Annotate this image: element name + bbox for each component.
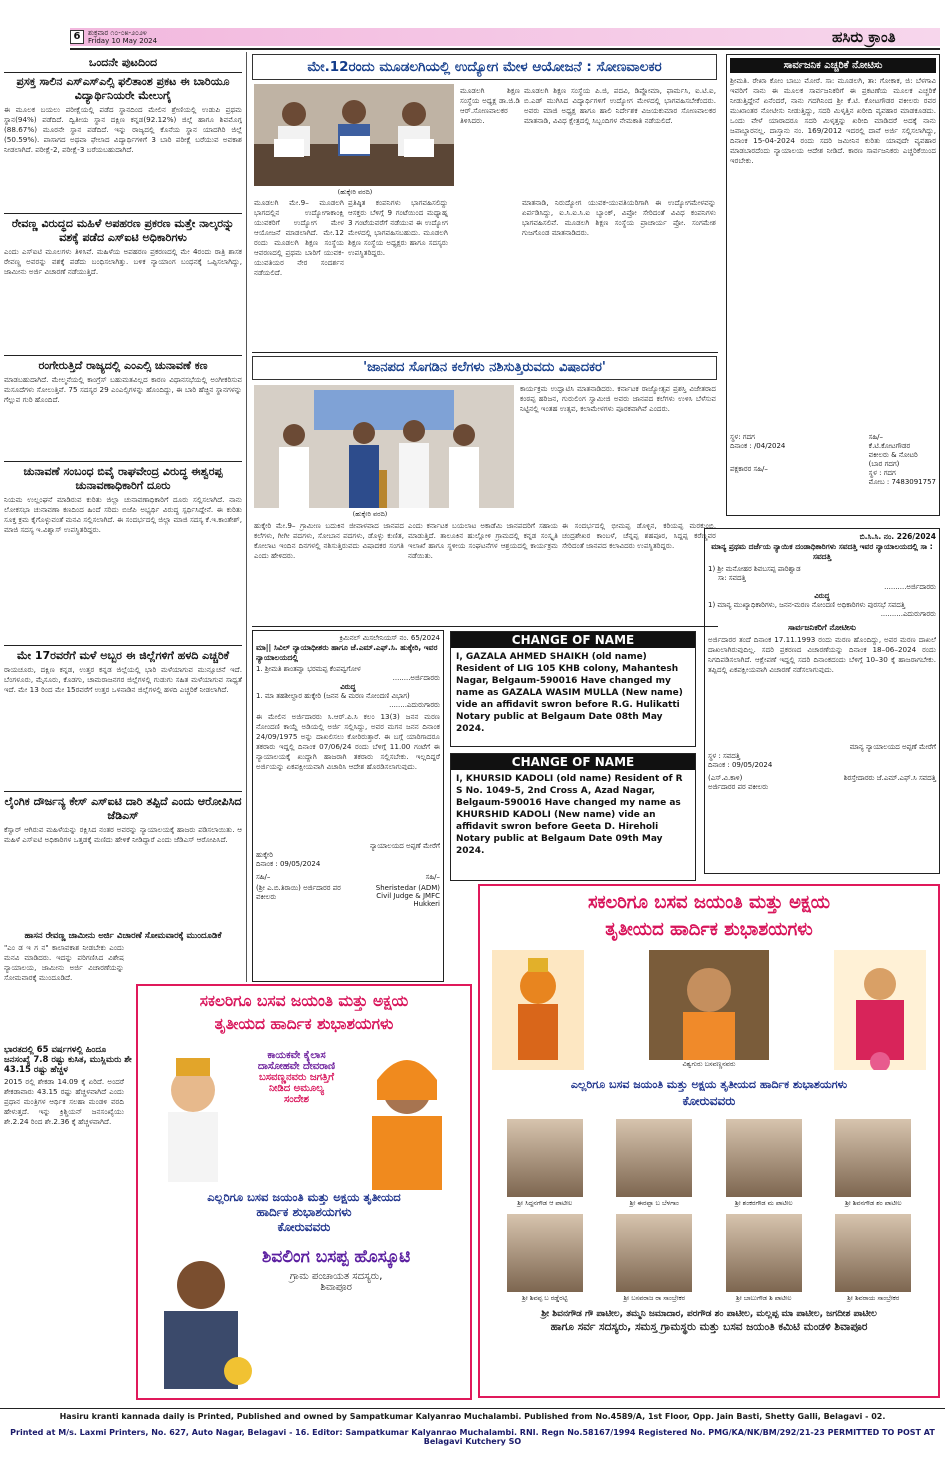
respondent: 1. ಮಾ ತಹಶೀಲ್ದಾರ ಹುಕ್ಕೇರಿ (ಜನನ & ಮರಣ ನೋಂದಣಿ ವಿಭಾಗ) xyxy=(256,692,410,700)
person-card xyxy=(819,1212,929,1303)
person-name: ಶ್ರೀ ಶಿವನಗೌಡ ಶಂ ಪಾಟೀಲ xyxy=(844,1199,902,1207)
person-card xyxy=(490,1117,600,1208)
ad-wish-2: ಹಾರ್ದಿಕ ಶುಭಾಶಯಗಳು xyxy=(256,1205,352,1219)
person-photo xyxy=(505,1212,585,1294)
person-name: ಶ್ರೀ ಶಿವಪ್ಪ ಬ ರಡ್ಡೆರಟ್ಟಿ xyxy=(522,1294,568,1302)
headline-eshwarappa: ಚುನಾವಣೆ ಸಂಬಂಧ ಬಿವೈ ರಾಘವೇಂದ್ರ ವಿರುದ್ಧ ಈಶ್ವರಪ್ಪ ಚುನಾವಣಾಧಿಕಾರಿಗೆ ದೂರು xyxy=(23,465,223,492)
hanuman-illustration xyxy=(492,950,584,1070)
story-revanna: ಎಂದು ಎಸ್ಐಟಿ ಮೂಲಗಳು ತಿಳಿಸಿವೆ. ಮಹಿಳೆಯ ಅಪಹರಣ ಪ್ರಕರಣದಲ್ಲಿ ಮೇ 4ರಂದು ರಾತ್ರಿ ಶಾಸಕ ರೇವಣ್ಣ ಅವರನ್ನು ವಶಕ್ಕೆ ಪಡೆದು ಬಂಧಿಸಲಾಗಿತ್ತು. ಬಳಿಕ ನ್ಯಾಯಾಂಗ ಬಂಧನಕ್ಕೆ ಒಪ್ಪಿಸಲಾಗಿದ್ದು, ಜಾಮೀನು ಅರ್ಜಿ ವಿಚಾರಣೆ ನಡೆಯುತ್ತಿದೆ. xyxy=(4,247,242,276)
notice-foot: ಮಾನ್ಯ ನ್ಯಾಯಾಲಯದ ಅಪ್ಪಣೆ ಮೇರೆಗೆ xyxy=(849,743,936,751)
column-divider xyxy=(246,52,247,982)
person-card xyxy=(600,1212,710,1303)
court-name: ಮಾ|| ಸಿವಿಲ್ ನ್ಯಾಯಾಧೀಶರು ಹಾಗೂ ಜೆ.ಎಮ್.ಎಫ್.ಸಿ. ಹುಕ್ಕೇರಿ, ಇವರ ನ್ಯಾಯಾಲಯದಲ್ಲಿ xyxy=(256,643,438,662)
person-card xyxy=(490,1212,600,1303)
ad-basava-jayanti-left xyxy=(136,984,472,1400)
divider xyxy=(4,791,242,792)
main-body-a: ಮೂಡಲಗಿ ಶಿಕ್ಷಣ ಸಂಸ್ಥೆಯ ಪಿ.ಜಿ, ಪದವಿ, ಡಿಪ್ಲೋಮಾ, ಫಾರ್ಮಸಿ, ಐ.ಟಿ.ಐ, ಬಿ.ಎಡ್ ಮುಗಿಸಿದ ವಿದ್ಯಾರ್ಥಿಗಳಿಗೆ ಉದ್ಯೋಗ ಮೇಳದಲ್ಲಿ ಭಾಗವಹಿಸಬೇಕೆಂದರು. ಅವರು ಮಾಜಿ ಅಧ್ಯಕ್ಷ ಹಾಗೂ ಹಾಲಿ ನಿರ್ದೇಶಕ ವಿಜಯಕುಮಾರ ಸೋಣವಾಲಕರ ಮಾತನಾಡಿ, ವಿವಿಧ ಕ್ಷೇತ್ರದಲ್ಲಿ ಸಿಬ್ಬಂದಿಗಳ ನೇಮಕಾತಿ ನಡೆಯಲಿದೆ. xyxy=(524,86,716,125)
quote-1: ಕಾಯಕವೇ ಕೈಲಾಸ xyxy=(267,1050,326,1061)
person-card xyxy=(709,1117,819,1208)
notice-place: ಸ್ಥಳ : ಸವದತ್ತಿ xyxy=(708,752,741,760)
basavanna-illustration xyxy=(146,1040,241,1190)
date-kannada: ಶುಕ್ರವಾರ ೧೦-೦೫-೨೦೨೪ xyxy=(88,29,147,37)
ad-wishers: ಕೋರುವವರು xyxy=(682,1094,736,1108)
change-of-name-2 xyxy=(450,753,696,881)
headline-revanna: ರೇವಣ್ಣ ವಿರುದ್ಧದ ಮಹಿಳೆ ಅಪಹರಣ ಪ್ರಕರಣ ಮತ್ತೇ ನಾಲ್ಕರನ್ನು ವಶಕ್ಕೆ ಪಡೆದ ಎಸ್ಐಟಿ ಅಧಿಕಾರಿಗಳು xyxy=(11,217,235,244)
person-card xyxy=(709,1212,819,1303)
story-population: 2015 ರಲ್ಲಿ ಶೇಕಡಾ 14.09 ಕ್ಕೆ ಏರಿದೆ. ಅಂದರೆ ಶೇಕಡಾವಾರು 43.15 ರಷ್ಟು ಹೆಚ್ಚಳವಾಗಿದೆ ಎಂದು ಪ್ರಧಾನ ಮಂತ್ರಿಗಳ ಆರ್ಥಿಕ ಸಲಹಾ ಮಂಡಳಿ ವರದಿ ಹೇಳುತ್ತದೆ. ಇನ್ನು ಕ್ರಿಶ್ಚಿಯನ್ ಜನಸಂಖ್ಯೆಯು ಶೇ.2.24 ರಿಂದ ಶೇ.2.36 ಕ್ಕೆ ಹೆಚ್ಚಳವಾಗಿದೆ. xyxy=(4,1077,124,1126)
notice-body: ಈ ಮೇಲಿನ ಅರ್ಜಿದಾರರು ಸಿ.ಆರ್.ಪಿ.ಸಿ ಕಲಂ 13(3) ಜನನ ಮರಣ ನೋಂದಣಿ ಕಾಯ್ದೆ ಅಡಿಯಲ್ಲಿ ಅರ್ಜಿ ಸಲ್ಲಿಸಿದ್ದು, ಅವರ ಮಗನ ಜನನ ದಿನಾಂಕ 24/09/1975 ಅನ್ನು ದಾಖಲಿಸಲು ಕೋರಿರುತ್ತಾರೆ. ಈ ಬಗ್ಗೆ ಯಾರಿಗಾದರೂ ತಕರಾರು ಇದ್ದಲ್ಲಿ ದಿನಾಂಕ 07/06/24 ರಂದು ಬೆಳಿಗ್ಗೆ 11.00 ಗಂಟೆಗೆ ಈ ನ್ಯಾಯಾಲಯಕ್ಕೆ ಖುದ್ದಾಗಿ ಹಾಜರಾಗಿ ತಕರಾರು ಸಲ್ಲಿಸಬೇಕು. ಇಲ್ಲದಿದ್ದರೆ ಅರ್ಜಿಯನ್ನು ಏಕಪಕ್ಷೀಯವಾಗಿ ವಿಚಾರಿಸಿ ಆದೇಶ ಹೊರಡಿಸಲಾಗುವುದು. xyxy=(256,712,440,771)
court-notice-hukkeri xyxy=(252,630,444,982)
quote-5: ಸಂದೇಶ xyxy=(284,1094,309,1105)
ad-title-line1: ಸಕಲರಿಗೂ ಬಸವ ಜಯಂತಿ ಮತ್ತು ಅಕ್ಷಯ xyxy=(199,992,409,1010)
folk-body-c: ಎಂದು ಕರ್ನಾಟಕ ಬಯಲಾಟ ಅಕಾಡೆಮಿ ಜಾನಪದರಿಗೆ ಸಹಾಯ ಮಾಡುತ್ತಿದೆ. ತಾಲೂಕಿನ ಹುಲ್ಲೋಳಿ ಗ್ರಾಮದಲ್ಲಿ ಕನ್ನಡ ಸಂಸ್ಕೃತಿ ಇಲಾಖೆ ಹಾಗೂ ಸ್ಥಳೀಯ ಸಂಘಟನೆಗಳ ಆಶ್ರಯದಲ್ಲಿ ಕಾರ್ಯಕ್ರಮ ನಡೆಯಿತು. xyxy=(408,521,558,560)
divider xyxy=(4,213,242,214)
member-role: ಗ್ರಾಮ ಪಂಚಾಯತ ಸದಸ್ಯರು, xyxy=(289,1271,383,1282)
subhead-bail: ಹಾಸನ ರೇವಣ್ಣ ಜಾಮೀನು ಅರ್ಜಿ ವಿಚಾರಣೆ ಸೋಮವಾರಕ್ಕೆ ಮುಂದೂಡಿಕೆ xyxy=(24,931,222,941)
main-headline: ಮೇ.12ರಂದು ಮೂಡಲಗಿಯಲ್ಲಿ ಉದ್ಯೋಗ ಮೇಳ ಆಯೋಜನೆ : ಸೋಣವಾಲಕರ xyxy=(307,59,662,75)
date-english: Friday 10 May 2024 xyxy=(88,37,158,45)
petitioner: 1) ಶ್ರೀ ಮನೋಹರ ಶಿವಬಸಪ್ಪ ಪಾರಿಶ್ವಾಡ xyxy=(708,565,801,573)
quote-2: ದಾಸೋಹವೇ ದೇವರಾಣಿ xyxy=(257,1061,336,1072)
person-card xyxy=(819,1117,929,1208)
person-name: ಶ್ರೀ ಬಾಬುಗೌಡ ಶಿ ಪಾಟೀಲ xyxy=(735,1294,792,1302)
ad-wish-3: ಕೋರುವವರು xyxy=(277,1220,331,1234)
folk-photo-caption: (ಹುಕ್ಕೇರಿ ವರದಿ) xyxy=(352,510,388,518)
respondent-role: ........ಎದುರುಗಾರರು xyxy=(389,701,440,709)
notice-date: ದಿನಾಂಕ : 09/05/2024 xyxy=(256,860,321,868)
headline-rain: ಮೇ 17ರವರೆಗೆ ಮಳೆ ಅಬ್ಬರ ಈ ಜಿಲ್ಲೆಗಳಿಗೆ ಹಳದಿ ಎಚ್ಚರಿಕೆ xyxy=(16,649,230,662)
ad-footer-names: ಶ್ರೀ ಶಿವನಗೌಡ ಗೌ ಪಾಟೀಲ, ತಮ್ಮನಿ ಜಮಾದಾರ, ಪರಗೌಡ ಶಂ ಪಾಟೀಲ, ಮಲ್ಲಪ್ಪ ಮಾ ಪಾಟೀಲ, ಜಗದೀಶ ಪಾಟೀಲ xyxy=(541,1309,877,1319)
sign-2: ಸಹಿ/– xyxy=(425,873,440,881)
folk-headline: 'ಜಾನಪದ ಸೊಗಡಿನ ಕಲೆಗಳು ನಶಿಸುತ್ತಿರುವದು ವಿಷಾದಕರ' xyxy=(363,360,606,375)
respondent-role: ..........ಎದುರುಗಾರರು xyxy=(880,610,936,618)
person-name: ಶ್ರೀ ಶಿವರಾಯ ಸಾಂಬ್ರೇಕರ xyxy=(847,1294,900,1302)
advocate-role: ವಕೀಲರು & ನೋಟರಿ xyxy=(868,451,918,459)
change-of-name-1 xyxy=(450,631,696,747)
imprint-line-1: Hasiru kranti kannada daily is Printed, Published and owned by Sampatkumar Kalyanrao Muchalambi. Published from No.4589/A, 1st Floor, Opp. Jain Basti, Shetty Galli, Belagavi - 02. xyxy=(59,1412,886,1421)
public-warning-notice xyxy=(726,54,940,516)
versus: ವಿರುದ್ಧ xyxy=(340,683,356,691)
notice-title: ಸಾರ್ವಜನಿಕ ಎಚ್ಚರಿಕೆ ನೋಟಿಸು xyxy=(730,58,936,73)
person-photo xyxy=(614,1212,694,1294)
headline-jds: ಲೈಂಗಿಕ ದೌರ್ಜನ್ಯ ಕೇಸ್ ಎಸ್ಐಟಿ ದಾರಿ ತಪ್ಪಿದೆ ಎಂದು ಆರೋಪಿಸಿದ ಜೆಡಿಎಸ್ xyxy=(4,795,242,822)
petitioner-role: ..........ಅರ್ಜಿದಾರರು xyxy=(884,583,936,591)
photo-people-illustration xyxy=(254,84,454,186)
advocate-address: ಸ್ಥಳ : ಗದಗ xyxy=(868,469,896,477)
headline-sslc: ಪ್ರಸಕ್ತ ಸಾಲಿನ ಎಸ್ಎಸ್ಎಲ್ಸಿ ಫಲಿತಾಂಶ ಪ್ರಕಟ ಈ ಬಾರಿಯೂ ವಿದ್ಯಾರ್ಥಿನಿಯರೇ ಮೇಲುಗೈ xyxy=(16,75,230,102)
member-village: ಶಿವಾಪೂರ xyxy=(320,1282,352,1293)
versus: ವಿರುದ್ಧ xyxy=(814,592,830,600)
advocate-bar: (ಬಾರ ಗದಗ) xyxy=(868,460,900,468)
court-name: ಮಾನ್ಯ ಪ್ರಥಮ ದರ್ಜೆಯ ನ್ಯಾಯಿಕ ದಂಡಾಧಿಕಾರಿಗಳು ಸವದತ್ತಿ ಇವರ ನ್ಯಾಯಾಲಯದಲ್ಲಿ ಸಾ : ಸವದತ್ತಿ xyxy=(711,542,933,561)
main-body-b: ಮೂಡಲಗಿ ಮೇ.9– ಮೂಡಲಗಿ ಭಾಗದಲ್ಲಿನ ಉದ್ಯೋಗಾಕಾಂಕ್ಷಿ ಯುವಕರಿಗೆ ಉದ್ಯೋಗ ಮೇಳ ಆಯೋಜನೆ ಮಾಡಲಾಗಿದೆ. ಮೇ.12 ರಂದು ಮೂಡಲಗಿ ಶಿಕ್ಷಣ ಸಂಸ್ಥೆಯ ಆವರಣದಲ್ಲಿ ಪ್ರಥಮ ಬಾರಿಗೆ ಯುವಕ-ಯುವತಿಯರ ನೇರ ಸಂದರ್ಶನ ನಡೆಯಲಿದೆ. xyxy=(254,198,344,277)
headline-mlc: ರಂಗೇರುತ್ತಿದೆ ರಾಜ್ಯದಲ್ಲಿ ಎಂಎಲ್ಸಿ ಚುನಾವಣೆ ಕಣ xyxy=(38,359,208,372)
case-number: ಕ್ರಿಮಿನಲ್ ಮಿಸಲೇನಿಯಸ್ ನಂ. 65/2024 xyxy=(339,634,440,642)
main-photo xyxy=(254,84,454,186)
person-card xyxy=(600,1117,710,1208)
divider xyxy=(4,461,242,462)
notice-body: ಶ್ರೀಮತಿ. ರೇಖಾ ಕೋಂ ಬಾಬು ಮೋರೆ. ಸಾ: ಮೂಡಲಗಿ, ತಾ: ಗೋಕಾಕ, ಜಿ: ಬೆಳಗಾವಿ ಇವರಿಗೆ ನಾನು ಈ ಮೂಲಕ ಸಾರ್ವಜನಿಕರಿಗೆ ಈ ಪ್ರಕಟಣೆಯ ಮೂಲಕ ಎಚ್ಚರಿಕೆ ನೀಡುತ್ತಿದ್ದೇನೆ ಏನೆಂದರೆ, ನಾನು ಗದಗಿನಿಂದ ಶ್ರೀ ಕೆ.ಟಿ. ಕೋಟಗೌಡರ ವಕೀಲರು ರವರ ಮುಖಾಂತರ ನೋಟೀಸು ನೀಡುತ್ತಿದ್ದು, ಸದರಿ ಮಿಳ್ಕತ್ತಿನ ಖರೀದಿ ವ್ಯವಹಾರ ಮಾಡಕೂಡದು. ಒಂದು ವೇಳೆ ಯಾರಾದರೂ ಸದರಿ ಮಿಳ್ಕತ್ತನ್ನು ಖರೀದಿ ಮಾಡಿದರೆ ಅದಕ್ಕೆ ನಾನು ಜವಾಬ್ದಾರನಲ್ಲ. ದಾಸ್ತಾನು ನಂ. 169/2012 ಇದರಲ್ಲಿ ದಾವೆ ಅರ್ಜಿ ಸಲ್ಲಿಸಲಾಗಿದ್ದು, ದಿನಾಂಕ 15-04-2024 ರಂದು ಸದರಿ ಜಮೀನಿನ ಕುರಿತು ಯಾವುದೇ ವ್ಯವಹಾರ ಮಾಡಬಾರದೆಂದು ನ್ಯಾಯಾಲಯ ಆದೇಶ ನೀಡಿದೆ. ಕಾರಣ ಸಾರ್ವಜನಿಕರು ಎಚ್ಚರಿಕೆಯಿಂದ ಇರಬೇಕು. xyxy=(730,76,936,165)
basavanna-portrait xyxy=(649,950,769,1060)
story-bail: "ಎಂ ಡ ಇ ಗ ನ" ಕಾಲಾವಕಾಶ ನೀಡಬೇಕು ಎಂದು ಮನವಿ ಮಾಡಿದರು. ಇದನ್ನು ಪರಿಗಣಿಸಿದ ವಿಶೇಷ ನ್ಯಾಯಾಲಯ, ಜಾಮೀನು ಅರ್ಜಿ ವಿಚಾರಣೆಯನ್ನು ಸೋಮವಾರಕ್ಕೆ ಮುಂದೂಡಿದೆ. xyxy=(4,943,124,982)
petitioner-place: ಸಾ: ಸವದತ್ತಿ xyxy=(718,574,746,582)
story-sslc: ಈ ಮೂಲಕ ಬಯಲು ಪರೀಕ್ಷೆಯಲ್ಲಿ ಪಡೆದ ಸ್ಥಾನದಿಂದ ಮೇಲಿನ ಶ್ರೇಣಿಯಲ್ಲಿ ಉಡುಪಿ ಪ್ರಥಮ ಸ್ಥಾನ(94%) ಪಡೆದಿದೆ. ದ್ವಿತೀಯ ಸ್ಥಾನ ದಕ್ಷಿಣ ಕನ್ನಡ(92.12%) ಜಿಲ್ಲೆ ಹಾಗೂ ಶಿವಮೊಗ್ಗ (88.67%) ಮೂರನೇ ಸ್ಥಾನ ಪಡೆದಿದೆ. ಇನ್ನು ರಾಜ್ಯದಲ್ಲಿ ಕೊನೆಯ ಸ್ಥಾನ ಯಾದಗಿರಿ ಜಿಲ್ಲೆ (50.59%). ಪಾಸಾಗದ ಅಥವಾ ಫೇಲಾದ ವಿದ್ಯಾರ್ಥಿಗಳಿಗೆ 3 ಬಾರಿ ಪರೀಕ್ಷೆ ಬರೆಯುವ ಅವಕಾಶ ನೀಡಲಾಗಿದೆ. ಪರೀಕ್ಷೆ-2, ಪರೀಕ್ಷೆ-3 ಬರೆಯಬಹುದಾಗಿದೆ. xyxy=(4,105,242,154)
notice-foot: ನ್ಯಾಯಾಲಯದ ಅಪ್ಪಣೆ ಮೇರೆಗೆ xyxy=(369,842,440,850)
header-rule xyxy=(70,48,940,50)
advocate-name: ಕೆ.ಟಿ.ಕೋಟಗೌಡರ xyxy=(868,442,911,450)
member-name: ಶಿವಲಿಂಗ ಬಸಪ್ಪ ಹೊಸ್ಕೂಟಿ xyxy=(262,1247,411,1267)
public-notice-title: ಸಾರ್ವಜನಿಕರಿಗೆ ನೋಟೀಸು xyxy=(788,623,856,632)
sheristedar-line3: Hukkeri xyxy=(413,900,440,908)
notice-date: ದಿನಾಂಕ : 09/05/2024 xyxy=(708,761,773,769)
person-photo xyxy=(614,1117,694,1199)
main-byline: ಮೂಡಲಗಿ ಶಿಕ್ಷಣ ಸಂಸ್ಥೆಯ ಅಧ್ಯಕ್ಷ ಡಾ.ಜಿ.ಡಿ ಆರ್.ಸೋಣವಾಲಕರ ತಿಳಿಸಿದರು. xyxy=(460,86,520,125)
notice-place: ಹುಕ್ಕೇರಿ xyxy=(256,851,273,859)
people-grid xyxy=(480,1109,938,1303)
sheristedar-line2: Civil Judge & JMFC xyxy=(376,892,440,900)
folk-headline-box xyxy=(252,356,717,380)
subhead-population: ಭಾರತದಲ್ಲಿ 65 ವರ್ಷಗಳಲ್ಲಿ ಹಿಂದೂ ಜನಸಂಖ್ಯೆ 7.8 ರಷ್ಟು ಕುಸಿತ, ಮುಸ್ಲಿಮರು ಶೇ 43.15 ರಷ್ಟು ಹೆಚ್ಚಳ xyxy=(4,1045,132,1075)
court-notice-savadatti xyxy=(704,528,940,874)
advocate-sign: ಸಹಿ/– xyxy=(868,433,884,441)
main-body-d: ಮಾತನಾಡಿ, ನಿರುದ್ಯೋಗ ಯುವಕ-ಯುವತಿಯರಿಗಾಗಿ ಈ ಉದ್ಯೋಗಮೇಳವನ್ನು ಏರ್ಪಡಿಸಿದ್ದು, ಐ.ಸಿ.ಐ.ಸಿ.ಐ ಬ್ಯಾಂಕ್, ವಿಪ್ರೋ ಸೇರಿದಂತೆ ವಿವಿಧ ಕಂಪನಿಗಳು ಭಾಗವಹಿಸಲಿವೆ. ಮೂಡಲಗಿ ಶಿಕ್ಷಣ ಸಂಸ್ಥೆಯ ಪ್ರಾಚಾರ್ಯ ಪ್ರೋ. ಸಂಗಮೇಶ ಗುಜಗೊಂಡ ಮಾತನಾಡಿದರು. xyxy=(522,198,716,237)
change-of-name-title: CHANGE OF NAME xyxy=(451,754,695,770)
notice-place: ಸ್ಥಳ: ಗದಗ xyxy=(730,433,755,441)
advocate-role: ಅರ್ಜಿದಾರರ ಪರ ವಕೀಲರು xyxy=(708,783,769,791)
ad-wish-1: ಎಲ್ಲರಿಗೂ ಬಸವ ಜಯಂತಿ ಮತ್ತು ಅಕ್ಷಯ ತೃತೀಯದ xyxy=(207,1190,401,1204)
client-sign: ಪಕ್ಷಕಾರರ ಸಹಿ/– xyxy=(730,465,768,473)
advocate-name: (ಎಸ್.ವಿ.ಕಾಳಿ) xyxy=(708,774,743,782)
swamiji-illustration xyxy=(352,1040,462,1190)
story-jds: ಕೆಸ್ವಾರ್ ಆಗಿರುವ ಮಹಿಳೆಯನ್ನು ರಕ್ಷಿಸಿದ ನಂತರ ಅವರನ್ನು ನ್ಯಾಯಾಲಯಕ್ಕೆ ಹಾಜರು ಪಡಿಸಲಾಯಿತು. ಆ ಮಹಿಳೆ ಎಸ್ಐಟಿ ಅಧಿಕಾರಿಗಳ ಒತ್ತಡಕ್ಕೆ ಮಣಿದು ಹೇಳಿಕೆ ನೀಡಿದ್ದಾರೆ ಎಂದು ಜೆಡಿಎಸ್ ಆರೋಪಿಸಿದೆ. xyxy=(4,825,242,844)
person-name: ಶ್ರೀ ಈರಪ್ಪಾ ಬ ಬೆಳಗಾಂ xyxy=(629,1199,679,1207)
member-photo xyxy=(146,1239,256,1389)
story-eshwarappa: ನಿಯಮ ಉಲ್ಲಂಘನೆ ಮಾಡಿರುವ ಕುರಿತು ಜಿಲ್ಲಾ ಚುನಾವಣಾಧಿಕಾರಿಗೆ ದೂರು ಸಲ್ಲಿಸಲಾಗಿದೆ. ನಾನು ಲೋಕಸಭಾ ಚುನಾವಣಾ ಕಣದಿಂದ ಹಿಂದೆ ಸರಿದು ಬಿಜೆಪಿ ಅಭ್ಯರ್ಥಿ ವಿರುದ್ಧ ಸ್ಪರ್ಧಿಸಿದ್ದೇನೆ. ಈ ಕುರಿತು ಸೂಕ್ತ ಕ್ರಮ ಕೈಗೊಳ್ಳುವಂತೆ ಮನವಿ ಸಲ್ಲಿಸಲಾಗಿದೆ. ಈ ಸಂದರ್ಭದಲ್ಲಿ ಜಿಲ್ಲಾ ಮಾಜಿ ಸದಸ್ಯ ಕೆ.ಇ.ಕಾಂತೇಶ್, ಮಾಜಿ ಸದಸ್ಯ ಇ.ವಿಶ್ವಾಸ್ ಉಪಸ್ಥಿತರಿದ್ದರು. xyxy=(4,495,242,534)
folk-body-a: ಕಾರ್ಯಕ್ರಮ ಉದ್ಘಾಟಿಸಿ ಮಾತನಾಡಿದರು. ಕರ್ನಾಟಕ ರಾಜ್ಯೋತ್ಸವ ಪ್ರಶಸ್ತಿ ವಿಜೇತರಾದ ಕಂಠಪ್ಪ ಹರಿಜನ, ಗುರುಲಿಂಗ ಸ್ವಾಮೀಜಿ ಅವರು ಜಾನಪದ ಕಲೆಗಳು ಉಳಿಸಿ ಬೆಳೆಸುವ ನಿಟ್ಟಿನಲ್ಲಿ ಇಂತಹ ಉತ್ಸವ, ಕಲಾಮೇಳಗಳು ಪೂರಕವಾಗಿವೆ ಎಂದರು. xyxy=(520,384,716,413)
divider xyxy=(4,355,242,356)
divider xyxy=(252,626,718,627)
advocate-phone: ಮೋಬ : 7483091757 xyxy=(868,478,936,486)
sheristedar: ಶಿರಸ್ತೇದಾರರು ಜೆ.ಎಮ್.ಎಫ್.ಸಿ ಸವದತ್ತಿ xyxy=(843,774,936,782)
folk-body-d: ಈ ಸಂದರ್ಭದಲ್ಲಿ ಭೀಮಪ್ಪ ಡೊಳ್ಳಿನ, ಕರಿಯಪ್ಪ ಮರಕುಂಬಿ, ಚಂದ್ರಶೇಖರ ಕಾಂಬಳೆ, ಚೆನ್ನಪ್ಪ ಶಹಪೂರ, ಸಿದ್ದಪ್ಪ ಕರೆಣ್ಣವರ ಸೇರಿದಂತೆ ಜಾನಪದ ಕಲಾವಿದರು ಉಪಸ್ಥಿತರಿದ್ದರು. xyxy=(562,521,716,550)
quote-3: ಬಸವಣ್ಣನವರು ಜಗತ್ತಿಗೆ xyxy=(258,1072,334,1083)
quote-4: ನೀಡಿದ ಅಮೂಲ್ಯ xyxy=(268,1083,324,1094)
basavanna-caption: ವಿಶ್ವಗುರು ಬಸವಣ್ಣನವರು xyxy=(682,1060,736,1068)
sheristedar-line1: Sheristedar (ADM) xyxy=(375,884,440,892)
petitioner: 1. ಶ್ರೀಮತಿ ಶಾಂತವ್ವಾ ಭರಮಪ್ಪ ಕೆಂಪವ್ವಗೋಳ xyxy=(256,665,361,673)
ad-footer-committee: ಹಾಗೂ ಸರ್ವ ಸದಸ್ಯರು, ಸಮಸ್ತ ಗ್ರಾಮಸ್ಥರು ಮತ್ತು ಬಸವ ಜಯಂತಿ ಕಮಿಟಿ ಮಂಡಳಿ ಶಿವಾಪೂರ xyxy=(550,1321,868,1333)
kicker: ಒಂದನೇ ಪುಟದಿಂದ xyxy=(88,56,158,69)
ad-title-line2: ತೃತೀಯದ ಹಾರ್ದಿಕ ಶುಭಾಶಯಗಳು xyxy=(214,1015,394,1033)
person-name: ಶ್ರೀ ಸಿದ್ದನಗೌಡ ಆ ಪಾಟೀಲ xyxy=(517,1199,573,1207)
change-of-name-body: I, KHURSID KADOLI (old name) Resident of R S No. 1049-5, 2nd Cross A, Azad Nagar, Belgaum-590016 Have changed my name as KHURSHID KADOLI (New name) vide an affidavit swron before Geeta D. Hireholi Notary public at Belgaum Date 09th May 2024. xyxy=(456,774,683,856)
folk-photo xyxy=(254,385,514,508)
ad-title-line1: ಸಕಲರಿಗೂ ಬಸವ ಜಯಂತಿ ಮತ್ತು ಅಕ್ಷಯ xyxy=(587,892,831,913)
story-rain: ರಾಯಚೂರು, ದಕ್ಷಿಣ ಕನ್ನಡ, ಉತ್ತರ ಕನ್ನಡ ಜಿಲ್ಲೆಯಲ್ಲಿ ಭಾರಿ ಮಳೆಯಾಗುವ ಮುನ್ಸೂಚನೆ ಇದೆ. ಬೆಂಗಳೂರು, ಮೈಸೂರು, ಕೊಡಗು, ಚಾಮರಾಜನಗರ ಜಿಲ್ಲೆಗಳಲ್ಲಿ ಗುಡುಗು ಸಹಿತ ಮಳೆಯಾಗುವ ಸಾಧ್ಯತೆ ಇದೆ. ಮೇ 13 ರಿಂದ ಮೇ 15ರವರೆಗೆ ಉತ್ತರ ಒಳನಾಡಿನ ಜಿಲ್ಲೆಗಳಲ್ಲಿ ಹಳದಿ ಎಚ್ಚರಿಕೆ ನೀಡಲಾಗಿದೆ. xyxy=(4,665,242,694)
footer-rule xyxy=(0,1408,945,1409)
folk-body-b: ಹುಕ್ಕೇರಿ ಮೇ.9– ಗ್ರಾಮೀಣ ಬದುಕಿನ ಜೀವಾಳವಾದ ಜಾನಪದ ಕಲೆಗಳು, ಗೀಗೀ ಪದಗಳು, ಸೋಬಾನ ಪದಗಳು, ಡೊಳ್ಳು ಕುಣಿತ, ಕೋಲಾಟ ಇಂದಿನ ದಿನಗಳಲ್ಲಿ ನಶಿಸುತ್ತಿರುವದು ವಿಷಾದಕರ ಸಂಗತಿ ಎಂದು ಹೇಳಿದರು. xyxy=(254,521,404,560)
person-name: ಶ್ರೀ ಬಸವರಾಜ ರಾ ಸಾಂಬ್ರೇಕರ xyxy=(623,1294,686,1302)
person-photo xyxy=(505,1117,585,1199)
divider xyxy=(4,645,242,646)
sign-1: ಸಹಿ/– xyxy=(256,873,271,881)
masthead-bar xyxy=(70,28,940,46)
petitioner-role: ........ಅರ್ಜಿದಾರರು xyxy=(392,674,440,682)
imprint-line-2: Printed at M/s. Laxmi Printers, No. 627, Auto Nagar, Belagavi - 16. Editor: Sampatkumar Kalyanrao Muchalambi. RNI. Regn No.58167/1994 Registered No. PMG/KA/NK/BM/292/21-23 PERMITTED TO POST AT Belagavi Kutchery SO xyxy=(10,1428,935,1446)
main-headline-box xyxy=(252,54,717,80)
case-number: ಬಿ.ಸಿ.ಸಿ. ನಂ. 226/2024 xyxy=(859,532,936,541)
person-photo xyxy=(724,1117,804,1199)
photo-ceremony-illustration xyxy=(254,385,514,508)
main-body-c: ಪ್ರತಿಷ್ಠಿತ ಕಂಪನಿಗಳು ಭಾಗವಹಿಸಲಿದ್ದು ಆಸಕ್ತರು ಬೆಳಿಗ್ಗೆ 9 ಗಂಟೆಯಿಂದ ಮಧ್ಯಾಹ್ನ 3 ಗಂಟೆಯವರೆಗೆ ನಡೆಯುವ ಈ ಉದ್ಯೋಗ ಮೇಳದಲ್ಲಿ ಭಾಗವಹಿಸಬಹುದು. ಮೂಡಲಗಿ ಶಿಕ್ಷಣ ಸಂಸ್ಥೆಯ ಅಧ್ಯಕ್ಷರು ಹಾಗೂ ಸದಸ್ಯರು ಉಪಸ್ಥಿತರಿದ್ದರು. xyxy=(348,198,448,257)
story-mlc: ಮಾಡಬಹುದಾಗಿದೆ. ಮೇಲ್ಮನೆಯಲ್ಲಿ ಕಾಂಗ್ರೆಸ್ ಬಹುಮತವಿಲ್ಲದ ಕಾರಣ ವಿಧಾನಸಭೆಯಲ್ಲಿ ಅಂಗೀಕರಿಸುವ ಮಸೂದೆಗಳು ಸೋಲುತ್ತಿವೆ. 75 ಸದಸ್ಯರ 29 ಎಂಎಲ್ಸಿಗಳನ್ನು ಹೊಂದಿದ್ದು, ಈ ಬಾರಿ ಹೆಚ್ಚಿನ ಸ್ಥಾನಗಳನ್ನು ಗೆಲ್ಲುವ ಗುರಿ ಹೊಂದಿದೆ. xyxy=(4,375,242,404)
page-number: 6 xyxy=(70,30,84,44)
person-photo xyxy=(833,1117,913,1199)
public-notice-body: ಅರ್ಜಿದಾರರ ತಂದೆ ದಿನಾಂಕ 17.11.1993 ರಂದು ಮರಣ ಹೊಂದಿದ್ದು, ಅವರ ಮರಣ ದಾಖಲೆ ದಾಖಲಾಗಿರುವುದಿಲ್ಲ. ಸದರಿ ಪ್ರಕರಣದ ವಿಚಾರಣೆಯನ್ನು ದಿನಾಂಕ 18–06–2024 ರಂದು ನಿಗದಿಪಡಿಸಲಾಗಿದೆ. ಆಕ್ಷೇಪಣೆ ಇದ್ದಲ್ಲಿ ಸದರಿ ದಿನಾಂಕದಂದು ಬೆಳಿಗ್ಗೆ 10–30 ಕ್ಕೆ ಹಾಜರಾಗಬೇಕು. ತಪ್ಪಿದಲ್ಲಿ ಏಕಪಕ್ಷೀಯವಾಗಿ ವಿಚಾರಣೆ ನಡೆಸಲಾಗುವುದು. xyxy=(708,635,936,674)
advocate-role: (ಶ್ರೀ ಎ.ಬಿ.ತಿರಾಯಿ) ಅರ್ಜಿದಾರರ ಪರ ವಕೀಲರು xyxy=(256,884,341,901)
main-photo-caption: (ಹುಕ್ಕೇರಿ ವರದಿ) xyxy=(337,188,373,196)
change-of-name-body: I, GAZALA AHMED SHAIKH (old name) Resident of LIG 105 KHB colony, Mahantesh Nagar, Belgaum-590016 Have changed my name as GAZALA WASIM MULLA (New name) vide an affidavit swron before R.G. Hulikatti Notary public at Belgaum Date 08th May 2024. xyxy=(456,652,683,734)
person-name: ಶ್ರೀ ಶಂಕರಗೌಡ ಮ ಪಾಟೀಲ xyxy=(734,1199,793,1207)
person-photo xyxy=(724,1212,804,1294)
person-photo xyxy=(833,1212,913,1294)
ad-title-line2: ತೃತೀಯದ ಹಾರ್ದಿಕ ಶುಭಾಶಯಗಳು xyxy=(605,919,813,940)
divider xyxy=(4,72,242,73)
respondent: 1) ಮಾನ್ಯ ಮುಖ್ಯಾಧಿಕಾರಿಗಳು, ಜನನ-ಮರಣ ನೋಂದಣಿ ಅಧಿಕಾರಿಗಳು ಪುರಸಭೆ ಸವದತ್ತಿ xyxy=(708,601,906,609)
ad-wish: ಎಲ್ಲರಿಗೂ ಬಸವ ಜಯಂತಿ ಮತ್ತು ಅಕ್ಷಯ ತೃತೀಯದ ಹಾರ್ದಿಕ ಶುಭಾಶಯಗಳು xyxy=(570,1078,848,1091)
notice-date: ದಿನಾಂಕ : /04/2024 xyxy=(730,442,786,450)
divider xyxy=(252,352,718,353)
ad-basava-jayanti-right xyxy=(478,884,940,1398)
newspaper-name: ಹಸಿರು ಕ್ರಾಂತಿ xyxy=(832,28,896,46)
change-of-name-title: CHANGE OF NAME xyxy=(451,632,695,648)
lakshmi-illustration xyxy=(834,950,926,1070)
